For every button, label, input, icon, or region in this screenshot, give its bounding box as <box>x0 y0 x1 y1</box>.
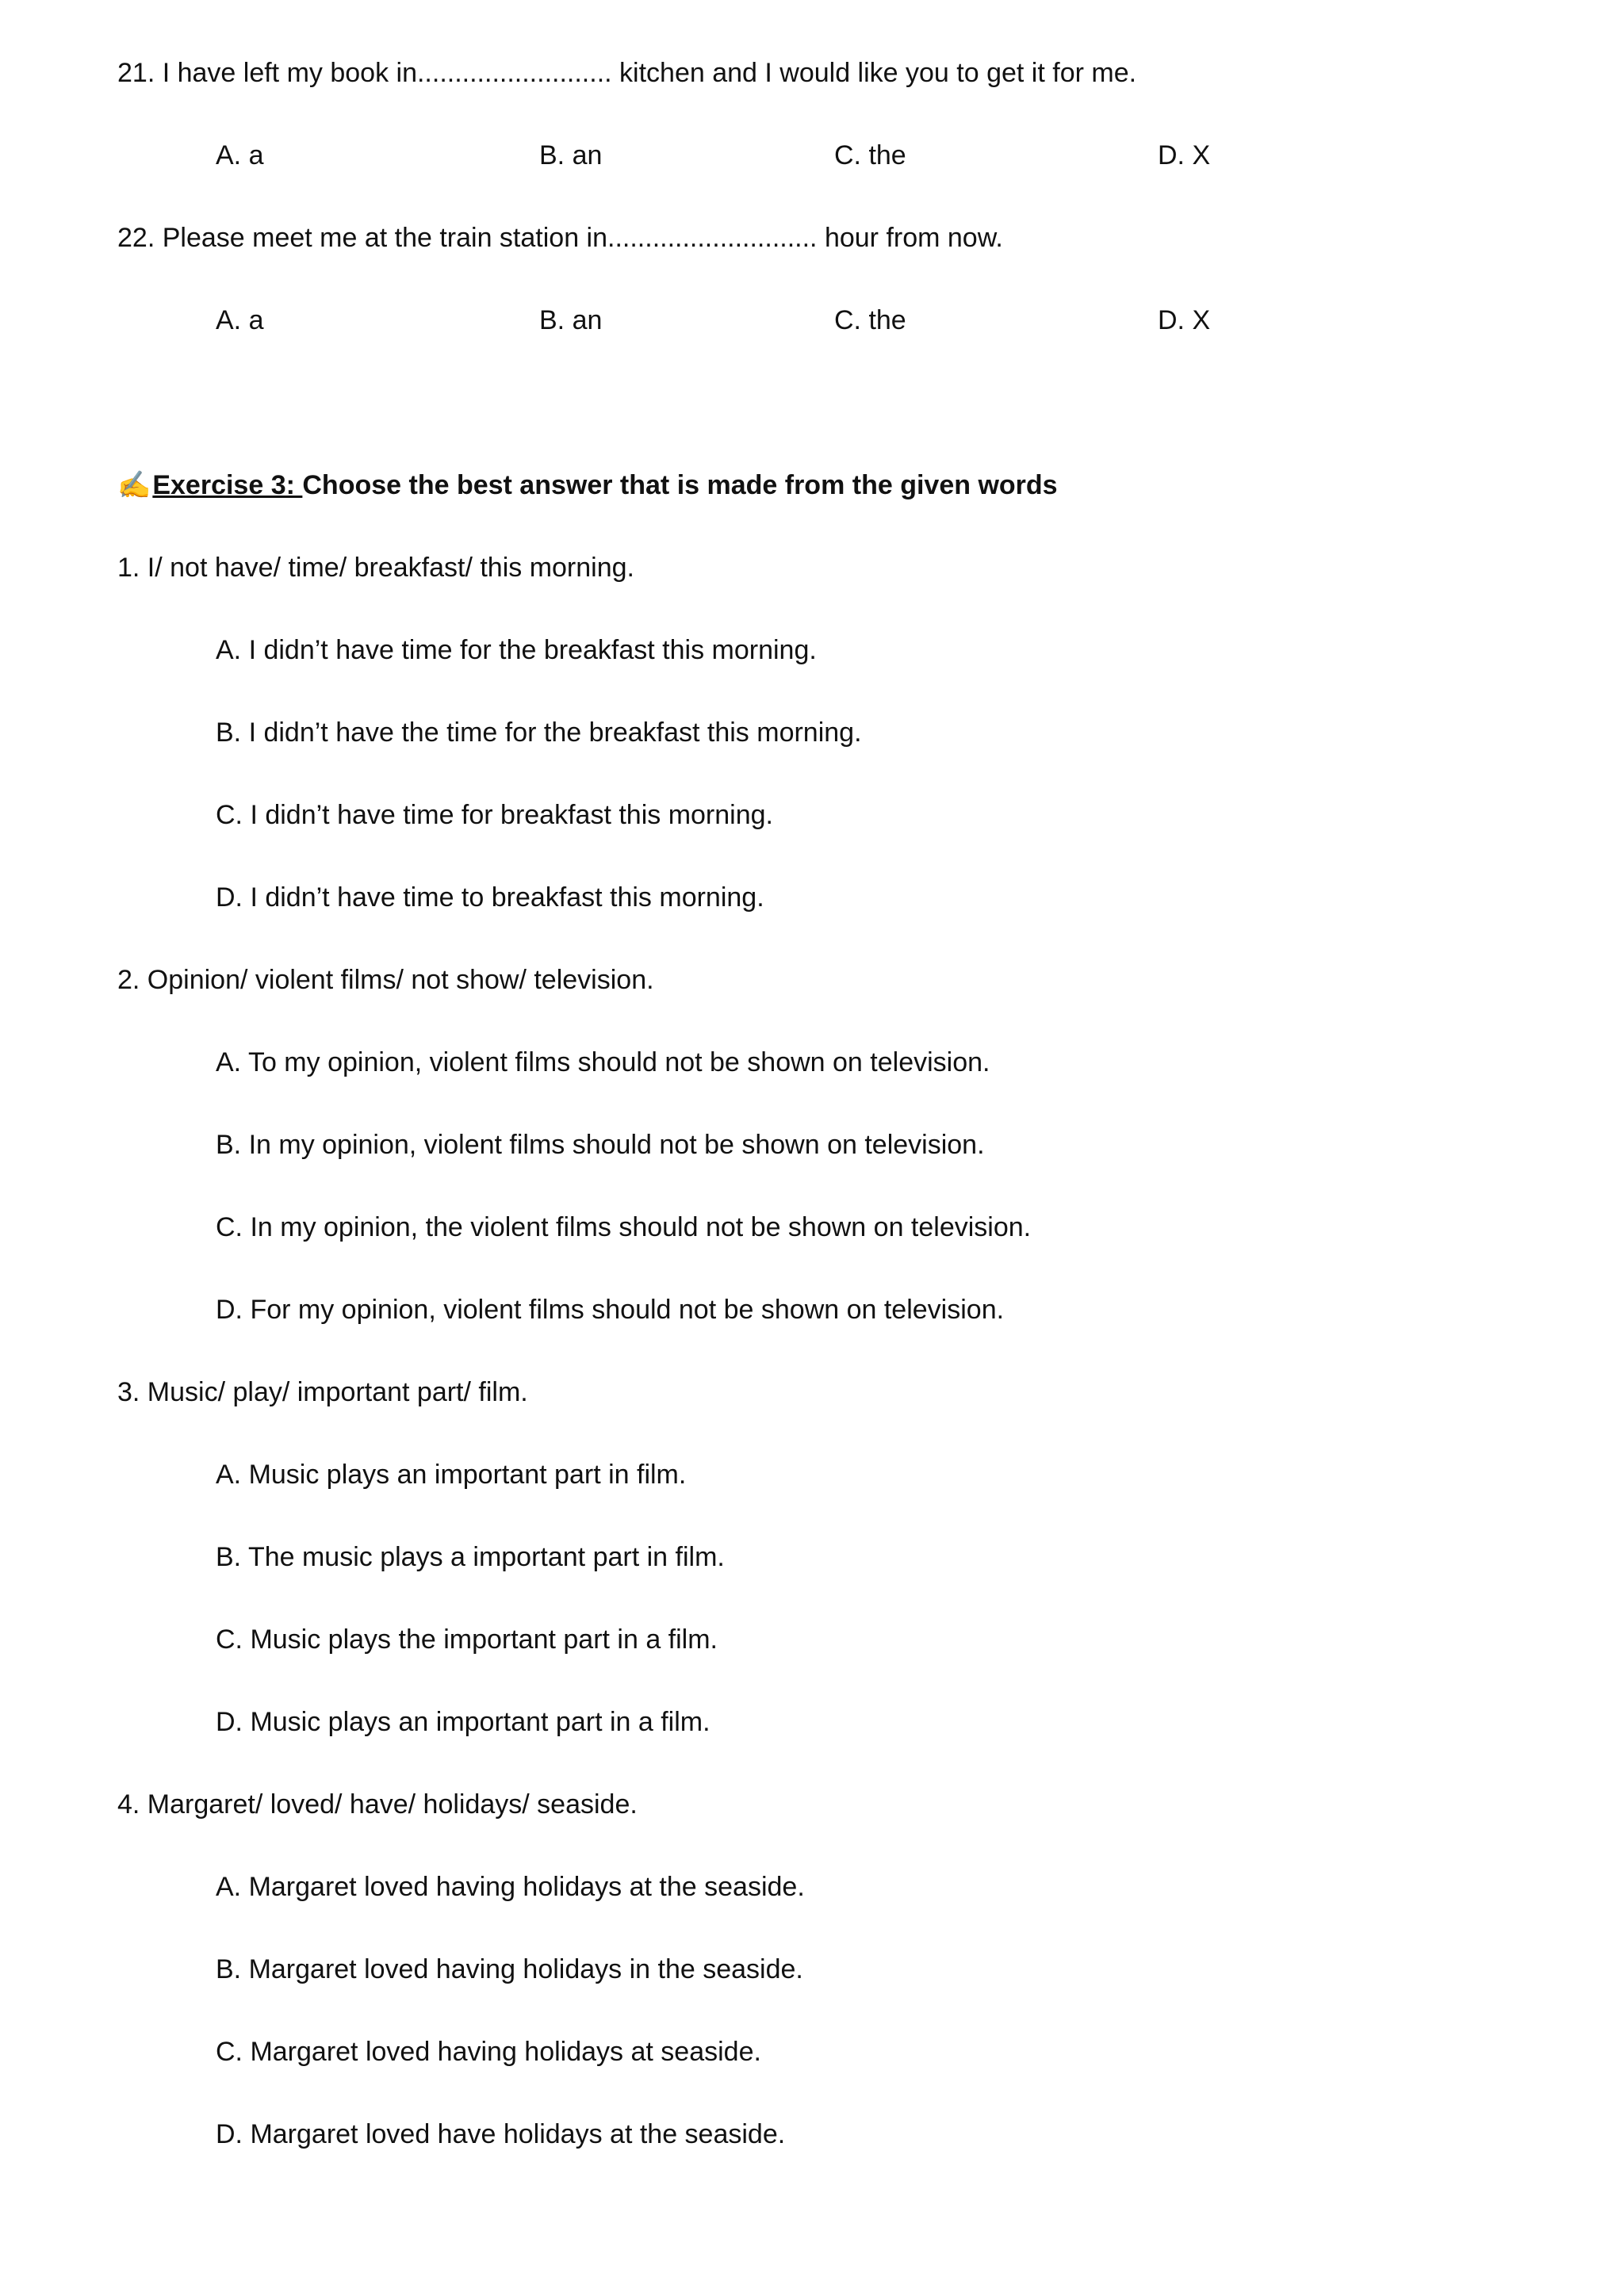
item-2-option-a: A. To my opinion, violent films should not be shown on television. <box>216 1047 990 1077</box>
q21-option-a: A. a <box>216 140 264 170</box>
writing-hand-icon: ✍ <box>117 470 151 500</box>
item-3-option-d: D. Music plays an important part in a film. <box>216 1707 710 1737</box>
item-3-option-b: B. The music plays a important part in film. <box>216 1542 725 1572</box>
item-4-prompt: 4. Margaret/ loved/ have/ holidays/ seaside. <box>117 1789 638 1820</box>
item-2-option-b: B. In my opinion, violent films should not be shown on television. <box>216 1130 985 1160</box>
question-22: 22. Please meet me at the train station in............................ hour from now. <box>117 223 1003 253</box>
q21-option-b: B. an <box>539 140 603 170</box>
item-1-option-b: B. I didn’t have the time for the breakfast this morning. <box>216 718 862 748</box>
item-1-prompt: 1. I/ not have/ time/ breakfast/ this morning. <box>117 553 634 583</box>
item-3-option-c: C. Music plays the important part in a film. <box>216 1624 718 1655</box>
q22-option-d: D. X <box>1158 305 1211 335</box>
item-4-option-a: A. Margaret loved having holidays at the seaside. <box>216 1872 805 1902</box>
item-2-prompt: 2. Opinion/ violent films/ not show/ television. <box>117 965 654 995</box>
item-2-option-d: D. For my opinion, violent films should not be shown on television. <box>216 1295 1005 1325</box>
q22-option-a: A. a <box>216 305 264 335</box>
q21-option-c: C. the <box>834 140 906 170</box>
item-4-option-d: D. Margaret loved have holidays at the seaside. <box>216 2119 786 2149</box>
q22-option-b: B. an <box>539 305 603 335</box>
item-4-option-c: C. Margaret loved having holidays at seaside. <box>216 2037 761 2067</box>
item-4-option-b: B. Margaret loved having holidays in the seaside. <box>216 1954 803 1984</box>
exercise-3-heading <box>117 469 1058 501</box>
item-3-option-a: A. Music plays an important part in film. <box>216 1460 687 1490</box>
q22-option-c: C. the <box>834 305 906 335</box>
item-2-option-c: C. In my opinion, the violent films should not be shown on television. <box>216 1212 1032 1242</box>
item-3-prompt: 3. Music/ play/ important part/ film. <box>117 1377 528 1407</box>
question-21: 21. I have left my book in.......................... kitchen and I would like you to get it for me. <box>117 58 1137 88</box>
exercise-instruction: Choose the best answer that is made from the given words <box>302 470 1058 500</box>
item-1-option-a: A. I didn’t have time for the breakfast this morning. <box>216 635 817 665</box>
exercise-label: Exercise 3: <box>152 470 303 500</box>
item-1-option-d: D. I didn’t have time to breakfast this morning. <box>216 882 764 913</box>
item-1-option-c: C. I didn’t have time for breakfast this morning. <box>216 800 773 830</box>
q21-option-d: D. X <box>1158 140 1211 170</box>
